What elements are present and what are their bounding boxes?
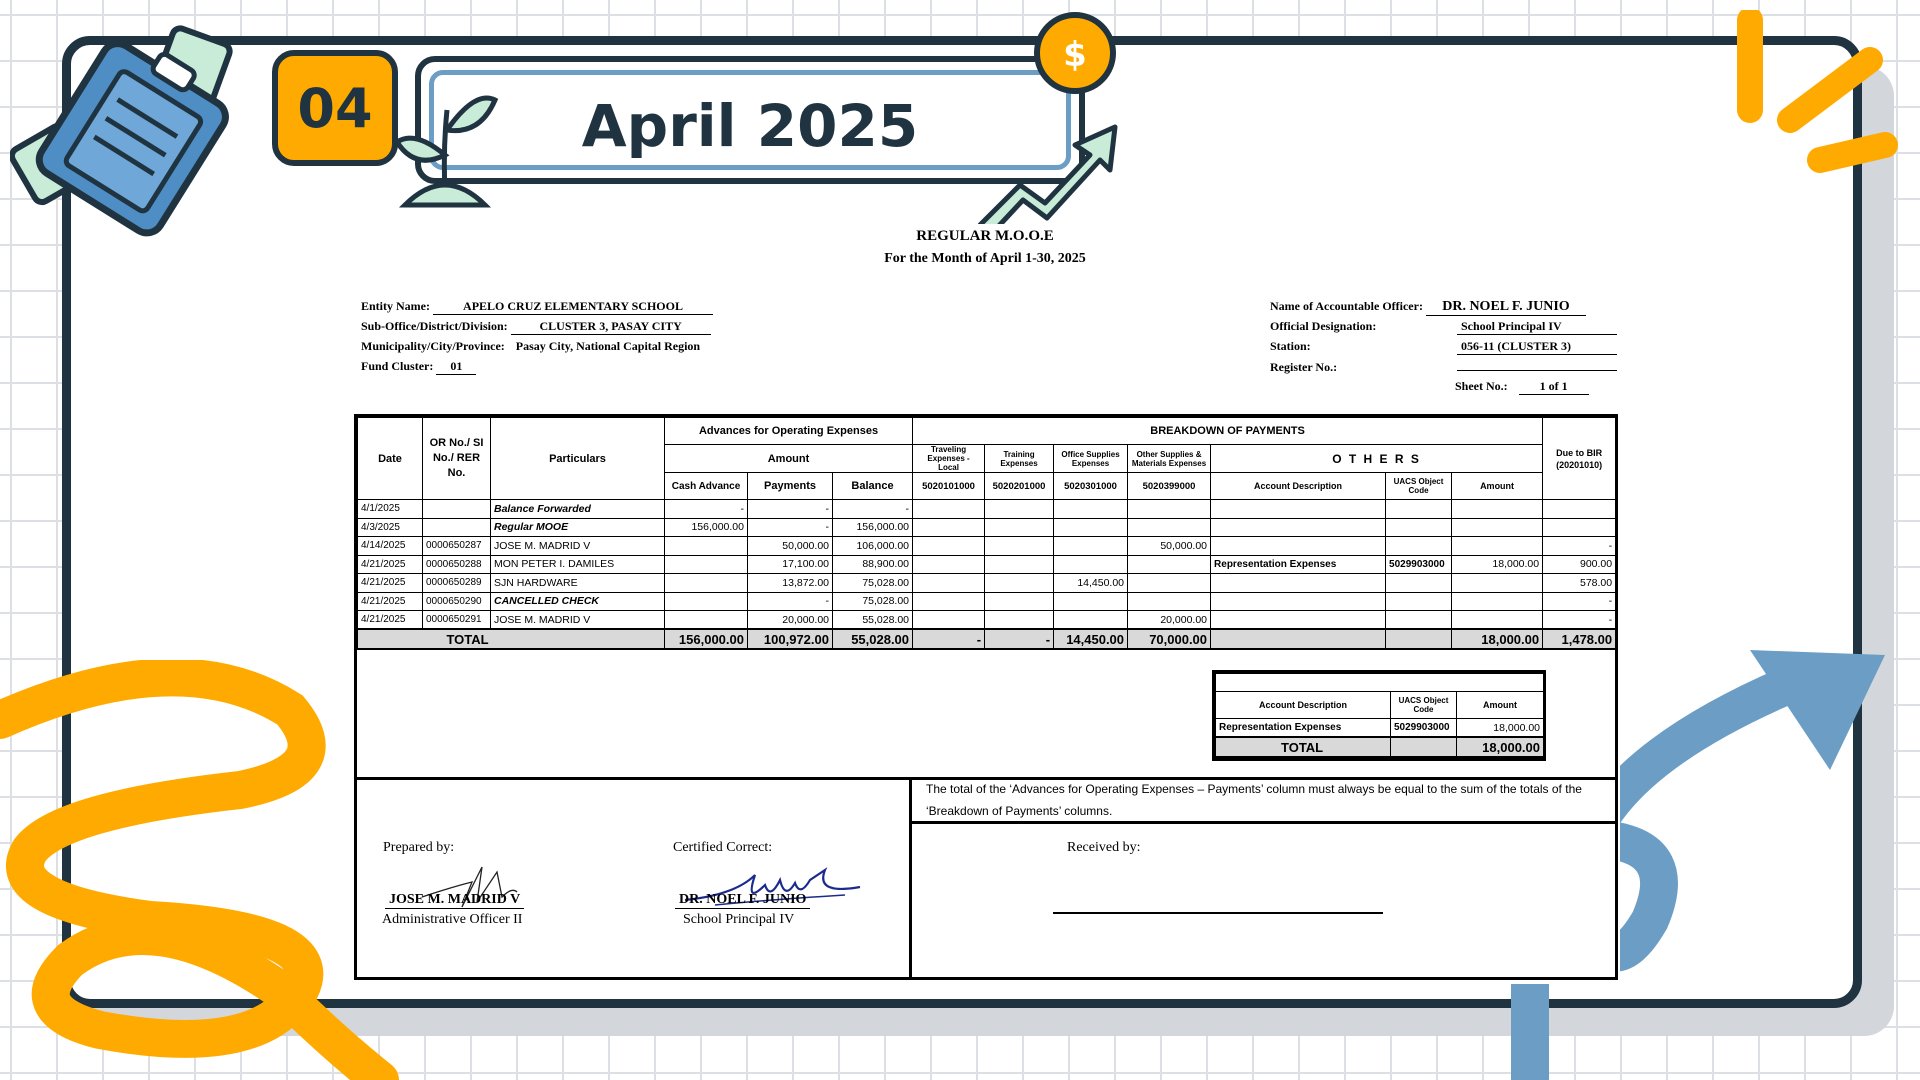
note-text: The total of the ‘Advances for Operating Expenses – Payments’ column must always be equal to the sum of the totals of the ‘Breakdown of Payments’ columns. (926, 782, 1582, 818)
cell-office (1054, 555, 1128, 574)
header-date: Date (358, 418, 423, 500)
header-particulars: Particulars (491, 418, 665, 500)
cell-balance: 75,028.00 (833, 574, 913, 593)
total-uacs (1386, 629, 1452, 649)
cell-travel (913, 574, 985, 593)
cell-particulars: SJN HARDWARE (491, 574, 665, 593)
header-office-supplies: Office Supplies Expenses (1054, 445, 1128, 473)
cell-training (985, 537, 1054, 556)
cell-or (423, 500, 491, 519)
cell-payments: 50,000.00 (748, 537, 833, 556)
header-training: Training Expenses (985, 445, 1054, 473)
cell-date: 4/1/2025 (358, 500, 423, 519)
banner-title: April 2025 (581, 92, 919, 160)
cell-office (1054, 500, 1128, 519)
cell-acct (1211, 574, 1386, 593)
sheet-row (1455, 379, 1589, 395)
entity-value: APELO CRUZ ELEMENTARY SCHOOL (433, 299, 713, 315)
prepared-title: Administrative Officer II (382, 912, 523, 927)
cell-date: 4/21/2025 (358, 555, 423, 574)
code-training: 5020201000 (985, 473, 1054, 500)
cell-other: 50,000.00 (1128, 537, 1211, 556)
designation-label: Official Designation: (1270, 319, 1377, 333)
document-subtitle: For the Month of April 1-30, 2025 (884, 251, 1086, 266)
cell-or: 0000650290 (423, 592, 491, 611)
table-row (358, 592, 1616, 611)
code-office: 5020301000 (1054, 473, 1128, 500)
municipality-row (361, 339, 708, 354)
cell-particulars: JOSE M. MADRID V (491, 537, 665, 556)
cell-acct (1211, 592, 1386, 611)
cell-uacs (1386, 500, 1452, 519)
cell-particulars: JOSE M. MADRID V (491, 611, 665, 630)
cell-cash: - (665, 500, 748, 519)
cell-office (1054, 611, 1128, 630)
header-cash-advance: Cash Advance (665, 473, 748, 500)
certified-title: School Principal IV (683, 912, 795, 927)
sheet-label: Sheet No.: (1455, 379, 1508, 393)
cell-or (423, 518, 491, 537)
cell-bir: - (1543, 537, 1616, 556)
sparkle-decoration (1730, 10, 1900, 180)
mooe-table-container (354, 414, 1618, 980)
table-row (358, 500, 1616, 519)
cell-uacs (1386, 574, 1452, 593)
table-row (358, 574, 1616, 593)
cell-date: 4/3/2025 (358, 518, 423, 537)
entity-label: Entity Name: (361, 299, 430, 313)
header-due-bir: Due to BIR (20201010) (1543, 418, 1616, 500)
summary-total-blank (1391, 737, 1457, 757)
cell-amount (1452, 611, 1543, 630)
cell-acct (1211, 611, 1386, 630)
cell-other (1128, 555, 1211, 574)
cell-other (1128, 518, 1211, 537)
cell-amount (1452, 537, 1543, 556)
summary-total-amount: 18,000.00 (1457, 737, 1544, 757)
cell-other (1128, 574, 1211, 593)
cell-amount (1452, 500, 1543, 519)
cell-acct (1211, 518, 1386, 537)
summary-total-label: TOTAL (1216, 737, 1391, 757)
header-other-supplies: Other Supplies & Materials Expenses (1128, 445, 1211, 473)
cell-or: 0000650287 (423, 537, 491, 556)
cell-particulars: Regular MOOE (491, 518, 665, 537)
code-traveling: 5020101000 (913, 473, 985, 500)
coin-icon (1030, 8, 1120, 98)
total-balance: 55,028.00 (833, 629, 913, 649)
suboffice-label: Sub-Office/District/Division: (361, 319, 508, 333)
cell-office (1054, 518, 1128, 537)
cell-cash (665, 574, 748, 593)
cell-amount (1452, 574, 1543, 593)
fund-value: 01 (436, 359, 476, 375)
fund-label: Fund Cluster: (361, 359, 434, 373)
officer-label: Name of Accountable Officer: (1270, 299, 1423, 313)
cell-cash (665, 611, 748, 630)
cell-amount (1452, 592, 1543, 611)
cell-office: 14,450.00 (1054, 574, 1128, 593)
cell-cash (665, 555, 748, 574)
station-label: Station: (1270, 339, 1311, 353)
prepared-by-label: Prepared by: (383, 840, 455, 855)
header-others: O T H E R S (1211, 445, 1543, 473)
code-other: 5020399000 (1128, 473, 1211, 500)
cell-particulars: CANCELLED CHECK (491, 592, 665, 611)
mooe-table (357, 417, 1616, 650)
cell-office (1054, 592, 1128, 611)
total-travel: - (913, 629, 985, 649)
register-row (1270, 359, 1617, 375)
register-value-line (1457, 359, 1617, 371)
fund-row (361, 359, 476, 375)
cell-balance: 88,900.00 (833, 555, 913, 574)
header-or-no: OR No./ SI No./ RER No. (423, 418, 491, 500)
cell-cash: 156,000.00 (665, 518, 748, 537)
cell-training (985, 518, 1054, 537)
suboffice-value: CLUSTER 3, PASAY CITY (511, 319, 711, 335)
header-account-description: Account Description (1211, 473, 1386, 500)
station-value: 056-11 (CLUSTER 3) (1457, 339, 1617, 355)
cell-date: 4/21/2025 (358, 574, 423, 593)
svg-text:$: $ (1063, 35, 1087, 75)
cell-cash (665, 537, 748, 556)
table-row (358, 518, 1616, 537)
cell-particulars: Balance Forwarded (491, 500, 665, 519)
cell-balance: - (833, 500, 913, 519)
cell-date: 4/14/2025 (358, 537, 423, 556)
cell-bir: 900.00 (1543, 555, 1616, 574)
cell-office (1054, 537, 1128, 556)
municipality-label: Municipality/City/Province: (361, 339, 505, 353)
total-payments: 100,972.00 (748, 629, 833, 649)
prepared-name: JOSE M. MADRID V (385, 892, 524, 909)
cell-cash (665, 592, 748, 611)
entity-row (361, 299, 713, 315)
table-row (358, 537, 1616, 556)
certified-label: Certified Correct: (673, 840, 773, 855)
cell-uacs (1386, 518, 1452, 537)
summary-blank-row (1216, 674, 1544, 692)
cell-balance: 156,000.00 (833, 518, 913, 537)
officer-value: DR. NOEL F. JUNIO (1426, 299, 1586, 316)
header-breakdown: BREAKDOWN OF PAYMENTS (913, 418, 1543, 445)
cell-payments: - (748, 518, 833, 537)
cell-travel (913, 500, 985, 519)
cell-payments: 17,100.00 (748, 555, 833, 574)
notebook-icon (10, 14, 280, 254)
cell-uacs (1386, 592, 1452, 611)
swirl-decoration (0, 660, 400, 1080)
total-other: 70,000.00 (1128, 629, 1211, 649)
total-bir: 1,478.00 (1543, 629, 1616, 649)
officer-row (1270, 299, 1586, 316)
cell-travel (913, 518, 985, 537)
cell-date: 4/21/2025 (358, 611, 423, 630)
month-number-badge (272, 50, 398, 166)
summary-row-amount: 18,000.00 (1457, 719, 1544, 738)
total-cash: 156,000.00 (665, 629, 748, 649)
header-others-amount: Amount (1452, 473, 1543, 500)
cell-travel (913, 592, 985, 611)
header-balance: Balance (833, 473, 913, 500)
summary-row-uacs: 5029903000 (1391, 719, 1457, 738)
total-amount: 18,000.00 (1452, 629, 1543, 649)
cell-or: 0000650288 (423, 555, 491, 574)
summary-header-uacs: UACS Object Code (1391, 692, 1457, 719)
cell-other (1128, 500, 1211, 519)
cell-balance: 75,028.00 (833, 592, 913, 611)
total-office: 14,450.00 (1054, 629, 1128, 649)
cell-particulars: MON PETER I. DAMILES (491, 555, 665, 574)
cell-balance: 106,000.00 (833, 537, 913, 556)
mooe-document (350, 224, 1620, 984)
cell-travel (913, 537, 985, 556)
station-row (1270, 339, 1617, 355)
cell-bir: 578.00 (1543, 574, 1616, 593)
cell-payments: - (748, 500, 833, 519)
cell-acct: Representation Expenses (1211, 555, 1386, 574)
cell-training (985, 574, 1054, 593)
summary-row-account: Representation Expenses (1216, 719, 1391, 738)
sheet-value: 1 of 1 (1519, 379, 1589, 395)
cell-balance: 55,028.00 (833, 611, 913, 630)
cell-bir (1543, 518, 1616, 537)
received-by-label: Received by: (1067, 840, 1141, 855)
cell-training (985, 555, 1054, 574)
suboffice-row (361, 319, 711, 335)
summary-header-amount: Amount (1457, 692, 1544, 719)
table-row (358, 611, 1616, 630)
total-row (358, 629, 1616, 649)
cell-amount (1452, 518, 1543, 537)
cell-uacs (1386, 611, 1452, 630)
cell-amount: 18,000.00 (1452, 555, 1543, 574)
cell-travel (913, 611, 985, 630)
cell-payments: 20,000.00 (748, 611, 833, 630)
cell-other (1128, 592, 1211, 611)
cell-training (985, 592, 1054, 611)
cell-travel (913, 555, 985, 574)
cell-or: 0000650291 (423, 611, 491, 630)
table-body (358, 500, 1616, 630)
header-traveling: Traveling Expenses - Local (913, 445, 985, 473)
header-payments: Payments (748, 473, 833, 500)
cell-acct (1211, 537, 1386, 556)
received-signature-line (1053, 912, 1383, 914)
designation-row (1270, 319, 1617, 335)
certified-name: DR. NOEL F. JUNIO (675, 892, 810, 909)
cell-or: 0000650289 (423, 574, 491, 593)
badge-number: 04 (297, 76, 373, 140)
cell-other: 20,000.00 (1128, 611, 1211, 630)
total-acct (1211, 629, 1386, 649)
header-advances: Advances for Operating Expenses (665, 418, 913, 445)
cell-bir: - (1543, 592, 1616, 611)
cell-acct (1211, 500, 1386, 519)
total-label: TOTAL (358, 629, 665, 649)
cell-uacs (1386, 537, 1452, 556)
cell-date: 4/21/2025 (358, 592, 423, 611)
cell-training (985, 611, 1054, 630)
designation-value: School Principal IV (1457, 319, 1617, 335)
table-row (358, 555, 1616, 574)
register-label: Register No.: (1270, 360, 1338, 374)
growth-arrow-icon (975, 115, 1125, 235)
cell-payments: 13,872.00 (748, 574, 833, 593)
municipality-value: Pasay City, National Capital Region (515, 339, 701, 353)
header-uacs: UACS Object Code (1386, 473, 1452, 500)
cell-payments: - (748, 592, 833, 611)
cell-bir: - (1543, 611, 1616, 630)
summary-table (1212, 670, 1546, 761)
plant-icon (385, 70, 505, 210)
cell-training (985, 500, 1054, 519)
document-title: REGULAR M.O.O.E (916, 228, 1054, 244)
summary-header-account: Account Description (1216, 692, 1391, 719)
cell-uacs: 5029903000 (1386, 555, 1452, 574)
total-training: - (985, 629, 1054, 649)
header-amount: Amount (665, 445, 913, 473)
cell-bir (1543, 500, 1616, 519)
